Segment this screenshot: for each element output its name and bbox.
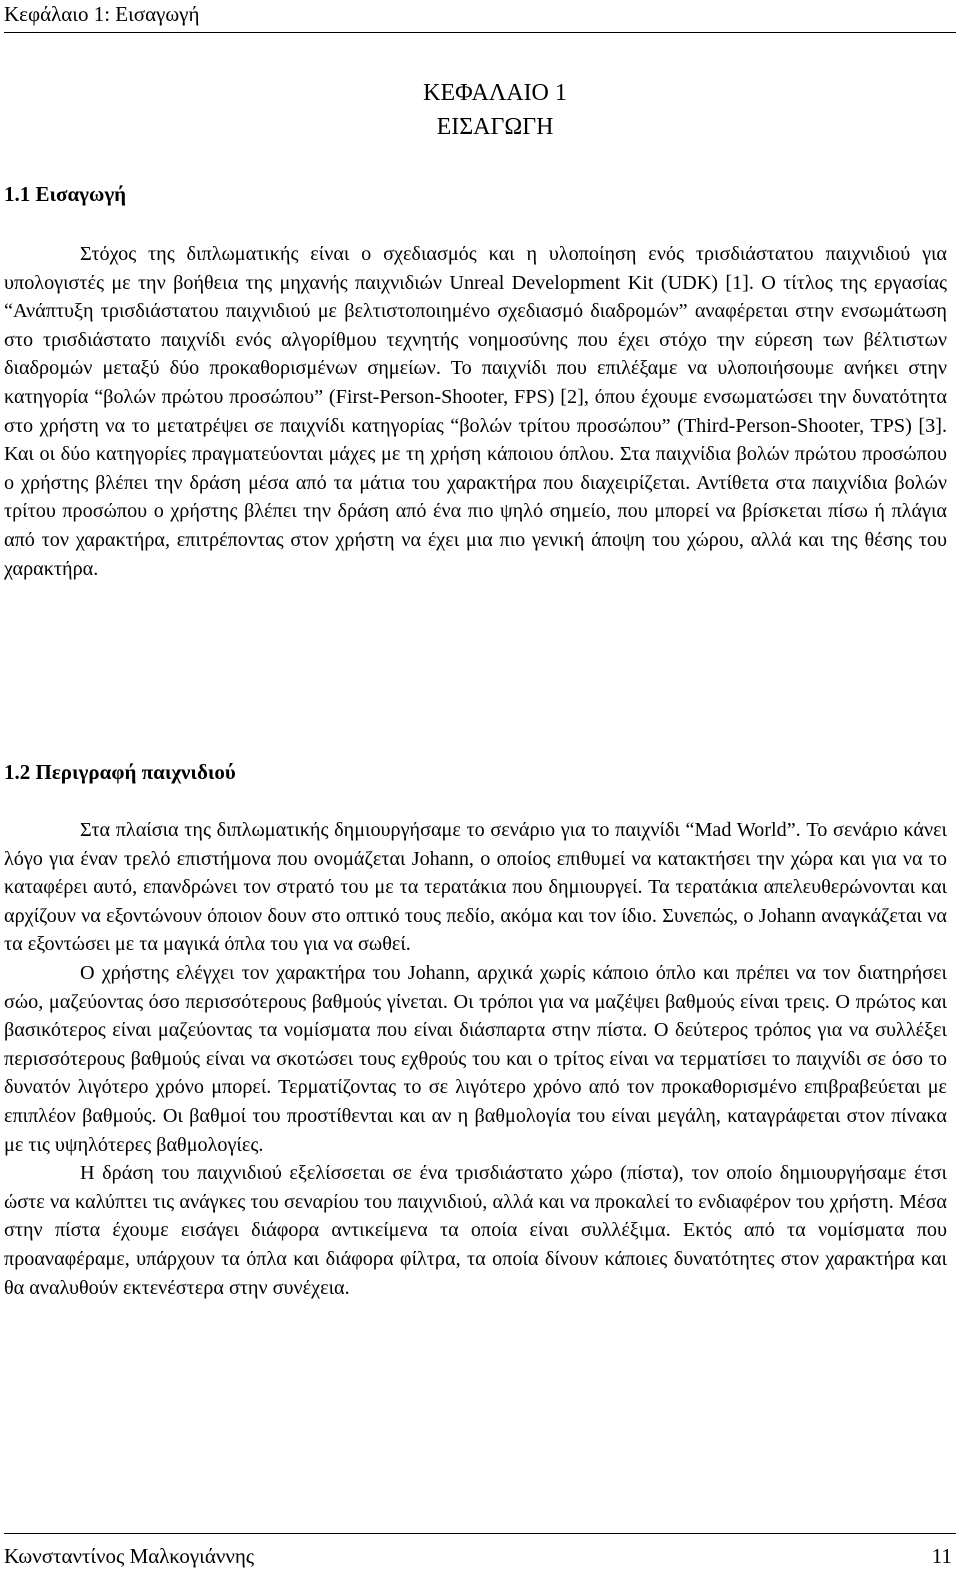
running-title: Κεφάλαιο 1: Εισαγωγή bbox=[4, 2, 200, 26]
paragraph: Στα πλαίσια της διπλωματικής δημιουργήσαμε το σενάριο για το παιχνίδι “Mad World”. Το σενάριο κάνει λόγο για έναν τρελό επιστήμονα που ονομάζεται Johann, ο οποίος επιθυμεί να κατακτήσει την χώρα και για να το καταφέρει αυτό, επανδρώνει τον στρατό του με τα τερατάκια που δημιουργεί. Τα τερατάκια απελευθερώνονται και αρχίζουν να εξοντώνουν όποιον δουν στο οπτικό τους πεδίο, ακόμα και τον ίδιο. Συνεπώς, ο Johann αναγκάζεται να τα εξοντώσει με τα μαγικά όπλα του για να σωθεί. bbox=[4, 819, 947, 956]
page-header bbox=[4, 0, 956, 33]
chapter-number: ΚΕΦΑΛΑΙΟ 1 bbox=[423, 80, 567, 106]
paragraph: Η δράση του παιχνιδιού εξελίσσεται σε ένα τρισδιάστατο χώρο (πίστα), τον οποίο δημιουργήσαμε έτσι ώστε να καλύπτει τις ανάγκες του σεναρίου του παιχνιδιού, αλλά και να προκαλεί το ενδιαφέρον του χρήστη. Μέσα στην πίστα έχουμε εισάγει διάφορα αντικείμενα τα οποία είναι συλλέξιμα. Εκτός από τα νομίσματα που προαναφέραμε, υπάρχουν τα όπλα και διάφορα φίλτρα, τα οποία δίνουν κάποιες δυνατότητες στον χαρακτήρα και θα αναλυθούν εκτενέστερα στην συνέχεια. bbox=[4, 1162, 947, 1299]
footer-author: Κωνσταντίνος Μαλκογιάννης bbox=[4, 1544, 255, 1568]
section-heading-1-1: 1.1 Εισαγωγή bbox=[4, 182, 127, 206]
chapter-name: ΕΙΣΑΓΩΓΗ bbox=[436, 114, 554, 140]
paragraph: Ο χρήστης ελέγχει τον χαρακτήρα του Johann, αρχικά χωρίς κάποιο όπλο και πρέπει να τον διατηρήσει σώο, μαζεύοντας όσο περισσότερους βαθμούς γίνεται. Οι τρόποι για να μαζέψει βαθμούς είναι τρεις. Ο πρώτος και βασικότερος είναι μαζεύοντας τα νομίσματα που είναι διάσπαρτα στην πίστα. Ο δεύτερος τρόπος για να συλλέξει περισσότερους βαθμούς είναι να σκοτώσει τους εχθρούς του και ο τρίτος είναι να τερματίσει το παιχνίδι σε όσο το δυνατόν λιγότερο χρόνο μπορεί. Τερματίζοντας το σε λιγότερο χρόνο από τον προκαθορισμένο επιβραβεύεται με επιπλέον βαθμούς. Οι βαθμοί του προστίθενται και αν η βαθμολογία του είναι μεγάλη, καταγράφεται στον πίνακα με τις υψηλότερες βαθμολογίες. bbox=[4, 961, 947, 1156]
page-footer bbox=[4, 1533, 956, 1580]
page-number: 11 bbox=[931, 1544, 952, 1568]
section-1-1-body bbox=[4, 240, 947, 583]
section-heading-1-2: 1.2 Περιγραφή παιχνιδιού bbox=[4, 760, 236, 784]
section-1-2-body bbox=[4, 816, 947, 1302]
chapter-title bbox=[0, 76, 960, 144]
paragraph: Στόχος της διπλωματικής είναι ο σχεδιασμός και η υλοποίηση ενός τρισδιάστατου παιχνιδιού για υπολογιστές με την βοήθεια της μηχανής παιχνιδιών Unreal Development Kit (UDK) [1]. Ο τίτλος της εργασίας “Ανάπτυξη τρισδιάστατου παιχνιδιού με βελτιστοποιημένο σχεδιασμό διαδρομών” αναφέρεται στην ενσωμάτωση στο τρισδιάστατο παιχνίδι ενός αλγορίθμου τεχνητής νοημοσύνης που έχει στόχο την εύρεση των βέλτιστων διαδρομών μεταξύ δύο προκαθορισμένων σημείων. Το παιχνίδι που επιλέξαμε να υλοποιήσουμε ανήκει στην κατηγορία “βολών πρώτου προσώπου” (First-Person-Shooter, FPS) [2], όπου έχουμε ενσωματώσει την δυνατότητα στο χρήστη να το μετατρέψει σε παιχνίδι κατηγορίας “βολών τρίτου προσώπου” (Third-Person-Shooter, TPS) [3]. Και οι δύο κατηγορίες πραγματεύονται μάχες με τη χρήση κάποιου όπλου. Στα παιχνίδια βολών πρώτου προσώπου ο χρήστης βλέπει την δράση μέσα από τα μάτια του χαρακτήρα που διαχειρίζεται. Αντίθετα στα παιχνίδια βολών τρίτου προσώπου ο χρήστης βλέπει την δράση από ένα πιο ψηλό σημείο, που μπορεί να βρίσκεται πίσω ή πλάγια από τον χαρακτήρα, επιτρέποντας στον χρήστη να έχει μια πιο γενική άποψη του χώρου, αλλά και της θέσης του χαρακτήρα. bbox=[4, 243, 947, 580]
